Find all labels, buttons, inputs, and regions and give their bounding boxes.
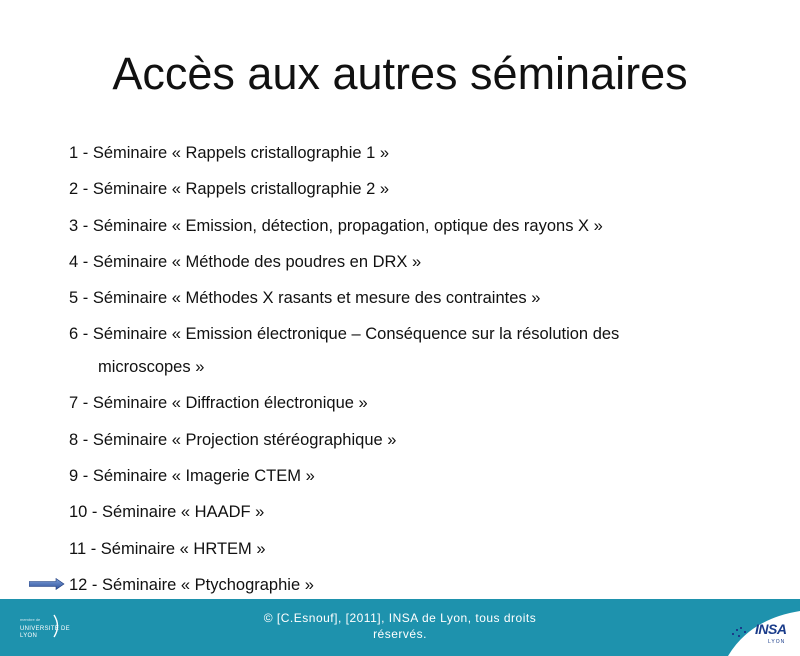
arrow-right-icon bbox=[29, 578, 65, 590]
insa-logo-subtext: LYON bbox=[768, 639, 786, 645]
seminar-link-5[interactable]: 5 - Séminaire « Méthodes X rasants et mesure des contraintes » bbox=[69, 289, 541, 307]
slide-title: Accès aux autres séminaires bbox=[112, 48, 688, 99]
seminar-link-10[interactable]: 10 - Séminaire « HAADF » bbox=[69, 503, 265, 521]
seminar-link-6[interactable] bbox=[69, 318, 719, 384]
insa-logo bbox=[700, 599, 800, 656]
seminar-link-8[interactable]: 8 - Séminaire « Projection stéréographique » bbox=[69, 431, 397, 449]
seminar-6-line1: 6 - Séminaire « Emission électronique – Conséquence sur la résolution des bbox=[69, 325, 620, 343]
seminar-link-1[interactable]: 1 - Séminaire « Rappels cristallographie 1 » bbox=[69, 144, 390, 162]
seminar-link-12[interactable]: 12 - Séminaire « Ptychographie » bbox=[69, 576, 314, 594]
seminar-link-3[interactable]: 3 - Séminaire « Emission, détection, propagation, optique des rayons X » bbox=[69, 217, 603, 235]
copyright-line-1: © [C.Esnouf], [2011], INSA de Lyon, tous droits bbox=[263, 611, 537, 625]
universite-de-lyon-logo bbox=[14, 612, 84, 640]
seminar-link-7[interactable]: 7 - Séminaire « Diffraction électronique » bbox=[69, 394, 368, 412]
seminar-link-4[interactable]: 4 - Séminaire « Méthode des poudres en DRX » bbox=[69, 253, 422, 271]
universite-logo-small-text: membre de bbox=[20, 617, 41, 622]
insa-logo-text: INSA bbox=[755, 621, 787, 637]
footer-copyright bbox=[200, 610, 600, 642]
seminar-link-2[interactable]: 2 - Séminaire « Rappels cristallographie 2 » bbox=[69, 180, 390, 198]
copyright-line-2: réservés. bbox=[373, 627, 427, 641]
seminar-link-9[interactable]: 9 - Séminaire « Imagerie CTEM » bbox=[69, 467, 315, 485]
seminar-6-line2: microscopes » bbox=[98, 358, 205, 376]
seminar-link-11[interactable]: 11 - Séminaire « HRTEM » bbox=[69, 540, 266, 558]
universite-logo-text: UNIVERSITÉ DE LYON bbox=[20, 626, 70, 639]
